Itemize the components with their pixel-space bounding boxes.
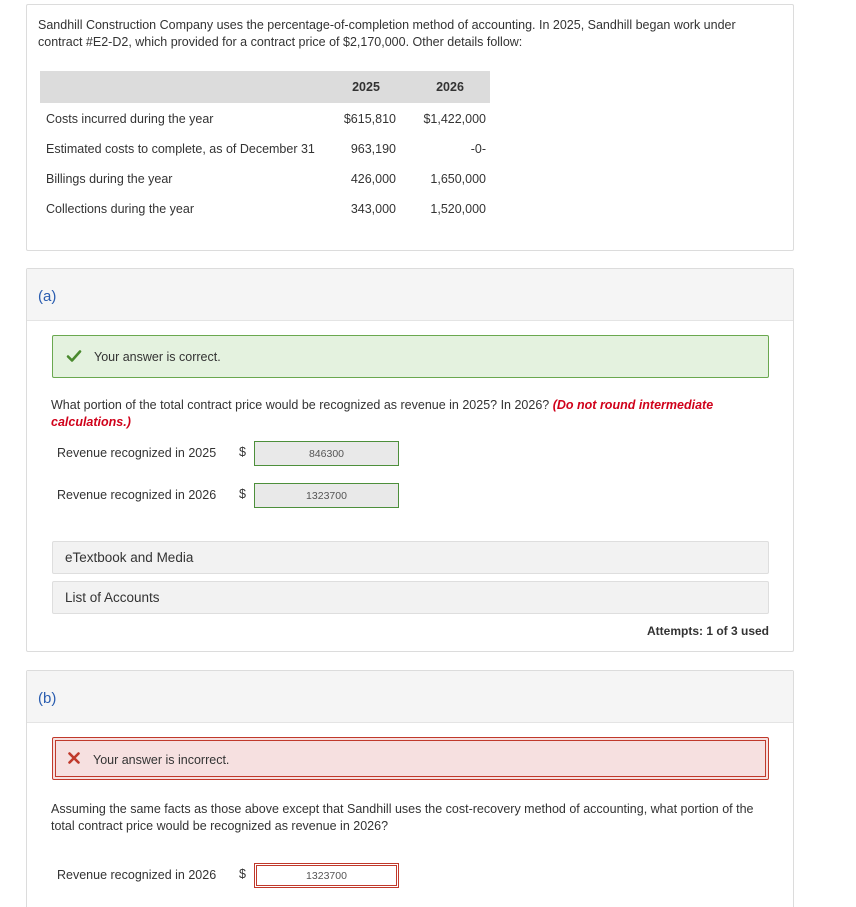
revenue-2025-input[interactable] (254, 441, 399, 466)
part-b-card (26, 670, 794, 907)
cost-recovery-revenue-2026-input[interactable] (254, 863, 399, 888)
answer-label: Revenue recognized in 2026 (57, 488, 217, 502)
answer-row-2026 (57, 483, 417, 509)
part-a-header (27, 269, 793, 321)
part-b-letter: (b) (38, 690, 57, 707)
status-text: Your answer is incorrect. (93, 753, 230, 767)
table-row (40, 193, 490, 223)
row-label: Costs incurred during the year (46, 112, 214, 126)
cell-2026: 1,520,000 (430, 202, 486, 216)
check-icon (66, 348, 82, 364)
cell-2025: $615,810 (343, 112, 396, 126)
etextbook-media-button[interactable] (52, 541, 769, 574)
contract-details-table (40, 71, 490, 223)
part-b-header (27, 671, 793, 723)
cell-2025: 963,190 (350, 142, 396, 156)
part-a-card (26, 268, 794, 652)
question-a (51, 397, 773, 431)
revenue-2026-input[interactable] (254, 483, 399, 508)
etextbook-media-label: eTextbook and Media (65, 550, 194, 565)
cell-2026: -0- (470, 142, 486, 156)
question-hint: (Do not round intermediate calculations.) (51, 398, 714, 429)
cell-2025: 343,000 (350, 202, 396, 216)
x-icon (66, 750, 82, 766)
currency-symbol: $ (239, 487, 246, 501)
table-row (40, 103, 490, 133)
cell-2026: 1,650,000 (430, 172, 486, 186)
currency-symbol: $ (239, 867, 246, 881)
column-header-2026: 2026 (436, 80, 464, 94)
table-row (40, 133, 490, 163)
problem-card (26, 4, 794, 251)
problem-text: Sandhill Construction Company uses the percentage-of-completion method of accounting. In 2025, Sandhill began work under contract #E2-D2, which provided for a contract price of $2,170,000. Other details follow: (38, 18, 736, 49)
column-header-2025: 2025 (352, 80, 380, 94)
answer-label: Revenue recognized in 2025 (57, 446, 217, 460)
attempts-counter: Attempts: 1 of 3 used (646, 624, 769, 638)
row-label: Estimated costs to complete, as of December 31 (46, 142, 315, 156)
answer-row-b-2026 (57, 863, 417, 889)
incorrect-answer-banner (52, 737, 769, 780)
question-text: What portion of the total contract price would be recognized as revenue in 2025? In 2026? (51, 398, 550, 412)
question-b: Assuming the same facts as those above except that Sandhill uses the cost-recovery method of accounting, what portion of the total contract price would be recognized as revenue in 2026? (51, 802, 754, 833)
part-a-letter: (a) (38, 288, 57, 305)
list-of-accounts-label: List of Accounts (65, 590, 160, 605)
row-label: Collections during the year (46, 202, 194, 216)
table-row (40, 163, 490, 193)
cell-2025: 426,000 (350, 172, 396, 186)
currency-symbol: $ (239, 445, 246, 459)
cell-2026: $1,422,000 (423, 112, 486, 126)
list-of-accounts-button[interactable] (52, 581, 769, 614)
table-header (40, 71, 490, 103)
answer-label: Revenue recognized in 2026 (57, 868, 217, 882)
row-label: Billings during the year (46, 172, 173, 186)
answer-row-2025 (57, 441, 417, 467)
correct-answer-banner (52, 335, 769, 378)
status-text: Your answer is correct. (94, 350, 221, 364)
